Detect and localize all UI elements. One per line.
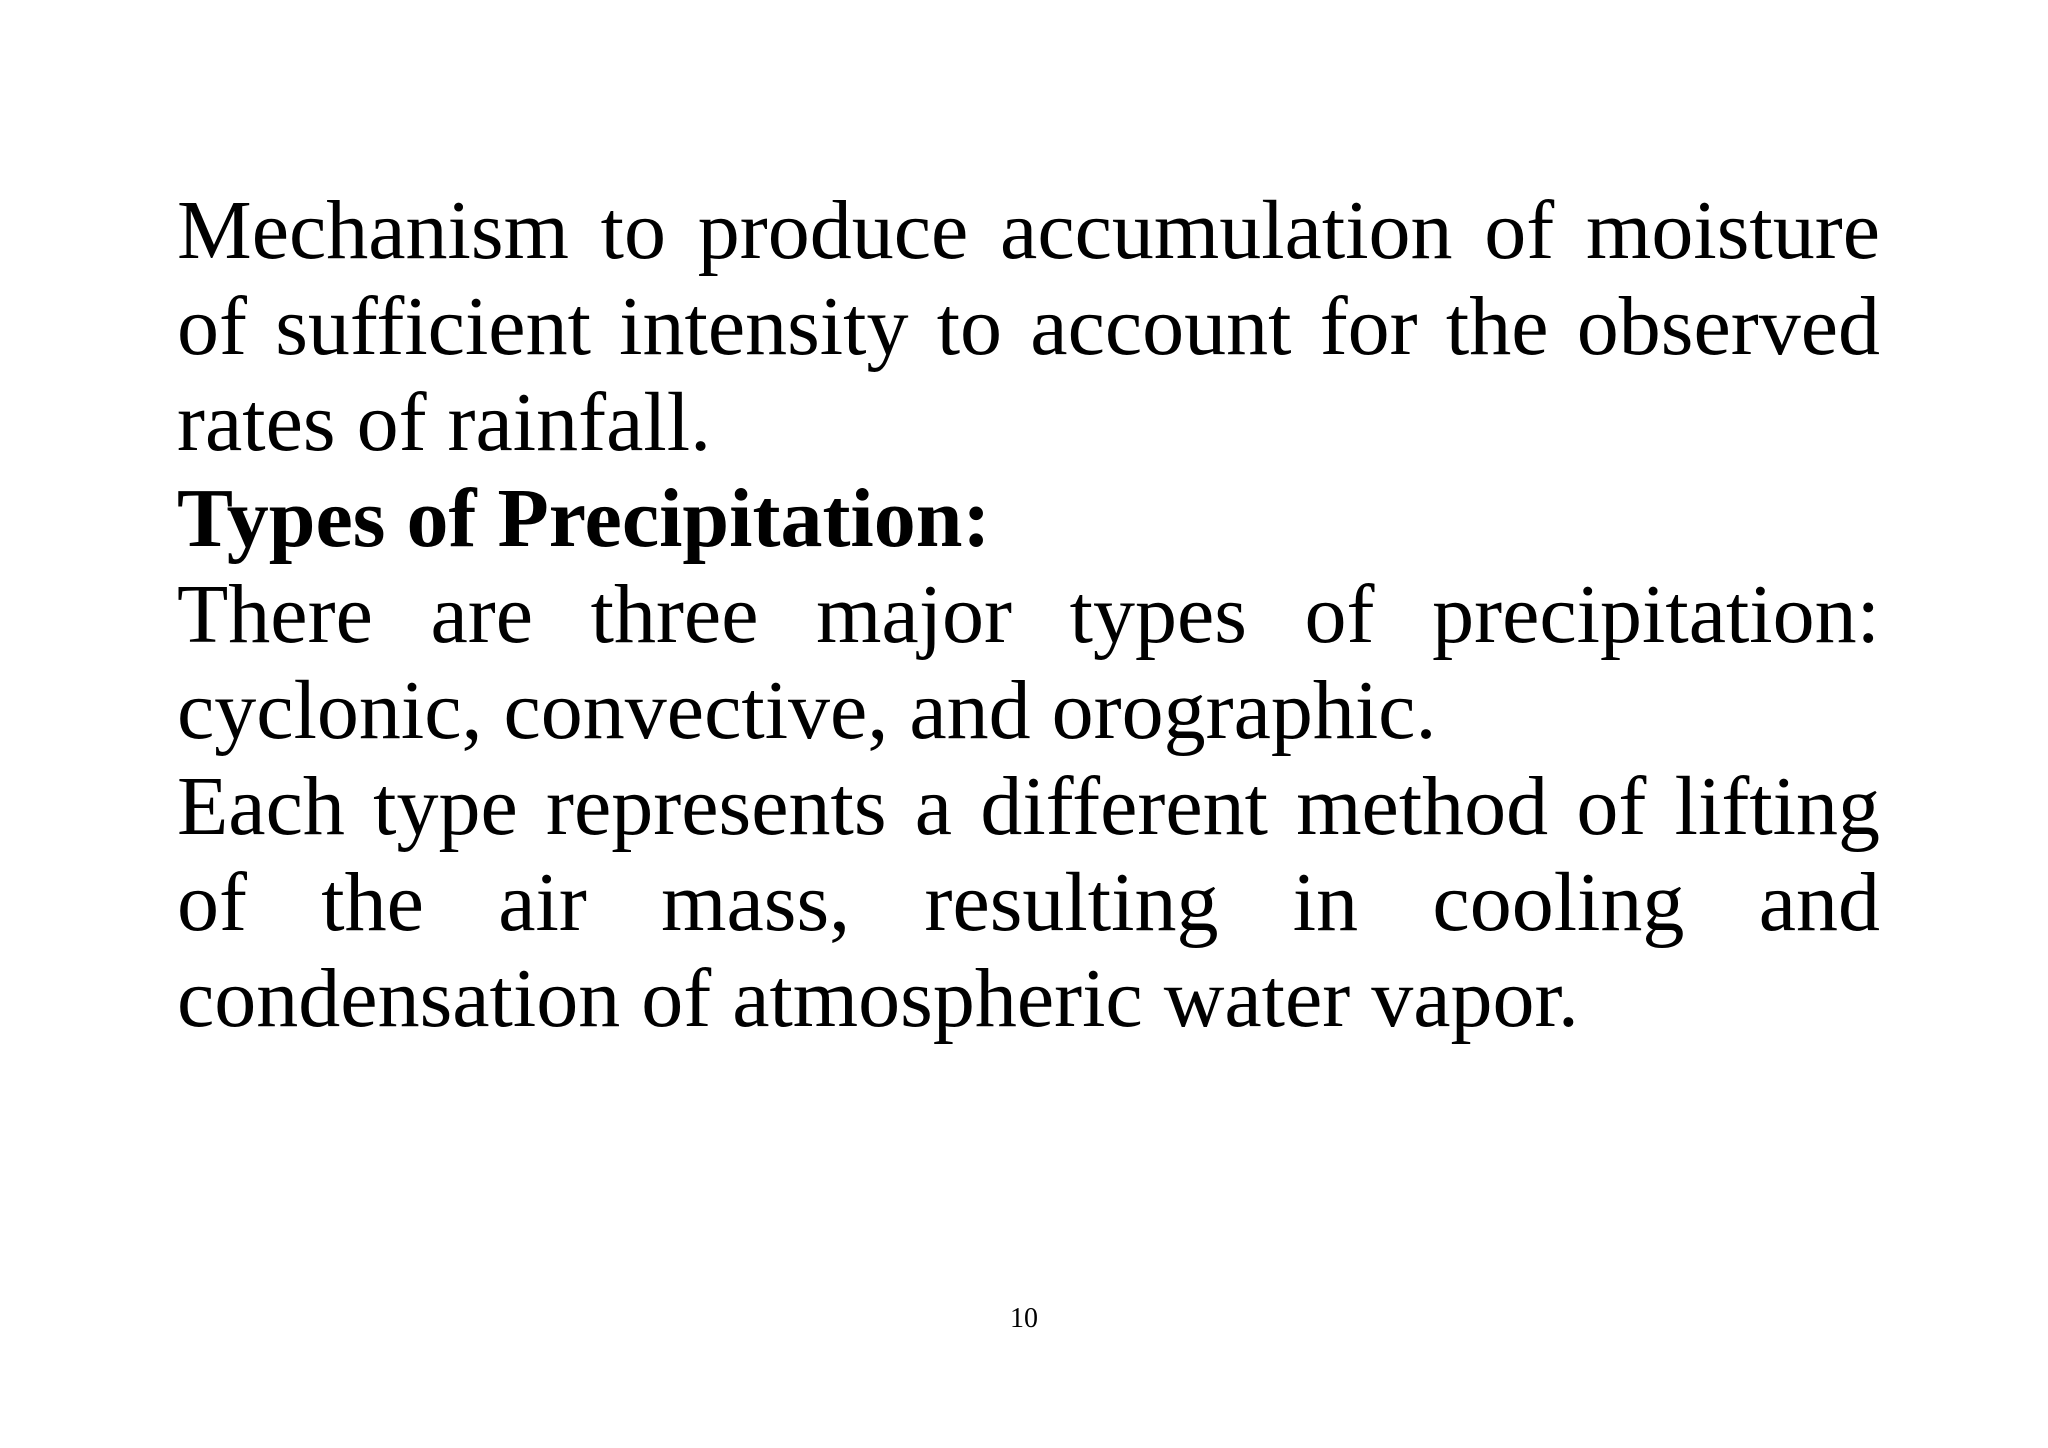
paragraph-mechanism: Mechanism to produce accumulation of moisture of sufficient intensity to account for the observed rates of rainfall.: [177, 184, 1880, 469]
paragraph-types: There are three major types of precipitation: cyclonic, convective, and orographic.: [177, 568, 1880, 757]
paragraph-lifting: Each type represents a different method of lifting of the air mass, resulting in cooling and condensation of atmospheric water vapor.: [177, 760, 1880, 1045]
section-heading: Types of Precipitation:: [177, 472, 991, 565]
page-content: [177, 183, 1880, 1047]
page-number: 10: [1010, 1303, 1038, 1334]
